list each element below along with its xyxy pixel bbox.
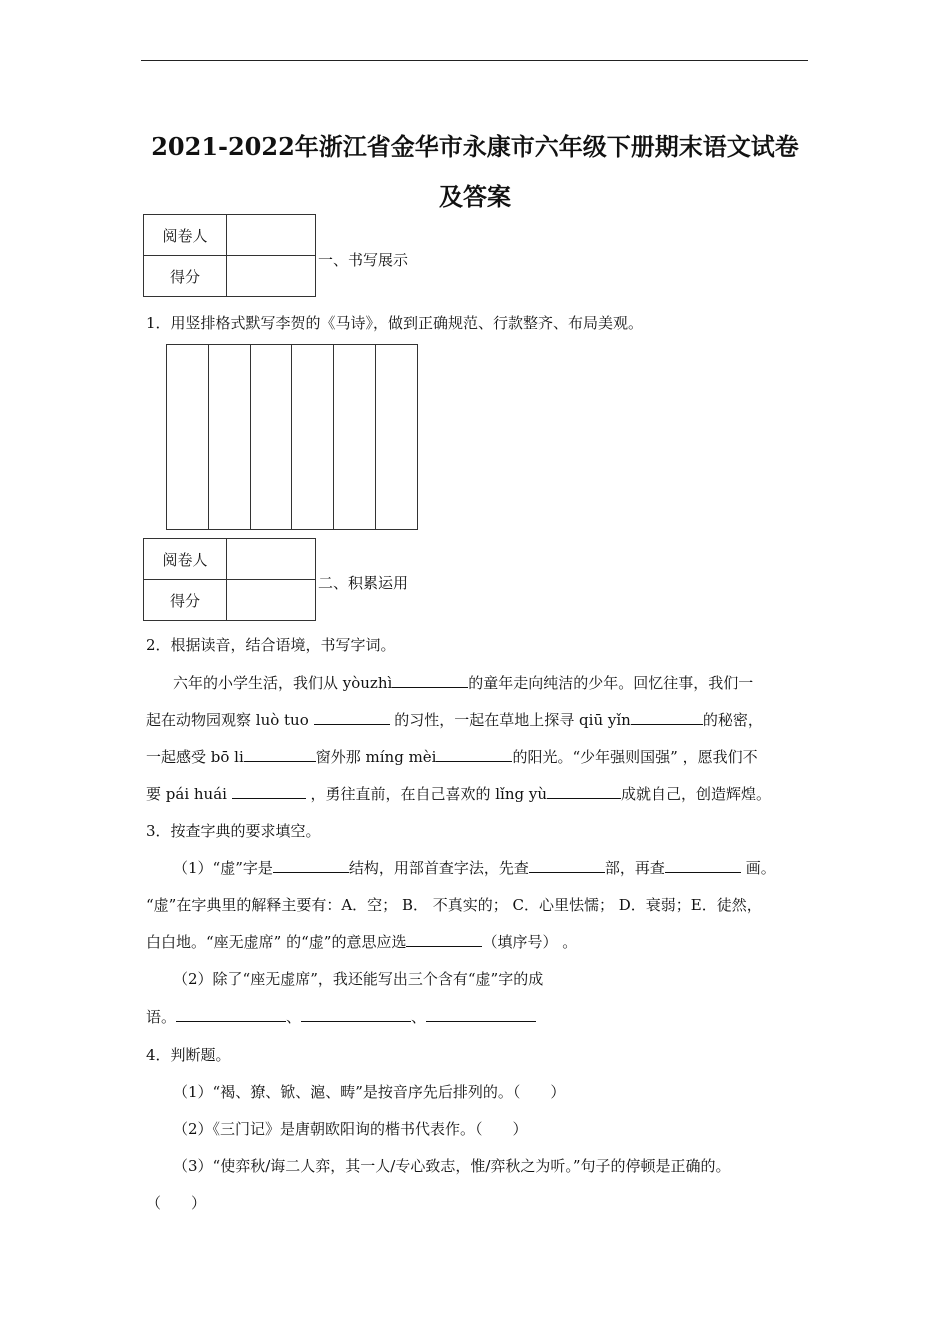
score-cell[interactable] [227, 256, 316, 297]
question-3-part-2: （2）除了“座无虚席”，我还能写出三个含有“虚”字的成 [173, 970, 544, 988]
answer-blank[interactable] [314, 710, 390, 725]
text: 成就自己，创造辉煌。 [621, 785, 772, 803]
text: （1）“虚”字是 [173, 859, 273, 877]
question-2-line-1 [173, 672, 753, 693]
answer-blank[interactable] [426, 1007, 536, 1022]
score-box-1 [143, 214, 316, 297]
text: 的秘密， [702, 711, 763, 729]
reviewer-cell[interactable] [227, 539, 316, 580]
text: 白白地。“座无虚席” 的“虚”的意思应选 [146, 933, 407, 951]
text: 结构，用部首查字法，先查 [348, 859, 529, 877]
question-4-item-1: （1）“褐、獠、锨、滬、畴”是按音序先后排列的。（ ） [173, 1083, 566, 1101]
score-label: 得分 [144, 580, 227, 621]
text: ，勇往直前，在自己喜欢的 lǐng yù [305, 785, 548, 803]
question-3-definitions: “虚”在字典里的解释主要有：A．空； B． 不真实的； C．心里怯懦； D．衰弱；E．徒然， [146, 896, 762, 914]
page-title: 2021-2022年浙江省金华市永康市六年级下册期末语文试卷 [151, 132, 799, 161]
text: 的习性，一起在草地上探寻 qiū yǐn [389, 711, 631, 729]
text: 画。 [740, 859, 776, 877]
answer-blank[interactable] [665, 858, 741, 873]
header-rule [141, 60, 808, 61]
text: 要 pái huái [146, 785, 232, 803]
grid-column[interactable] [209, 345, 251, 529]
text: 、 [411, 1008, 427, 1026]
text: 、 [286, 1008, 302, 1026]
reviewer-label: 阅卷人 [144, 215, 227, 256]
section-2-heading: 二、积累运用 [318, 574, 409, 592]
section-1-heading: 一、书写展示 [318, 251, 409, 269]
answer-blank[interactable] [547, 784, 621, 799]
answer-blank[interactable] [232, 784, 306, 799]
reviewer-label: 阅卷人 [144, 539, 227, 580]
answer-blank[interactable] [392, 673, 468, 688]
answer-blank[interactable] [406, 932, 482, 947]
grid-column[interactable] [376, 345, 417, 529]
question-4-item-2: （2）《三门记》是唐朝欧阳询的楷书代表作。（ ） [173, 1120, 528, 1138]
question-3-idioms [146, 1006, 536, 1027]
question-3-choice [146, 931, 577, 952]
answer-blank[interactable] [436, 747, 512, 762]
text: 起在动物园观察 luò tuo [146, 711, 314, 729]
text: 六年的小学生活，我们从 yòuzhì [173, 674, 393, 692]
answer-blank[interactable] [273, 858, 349, 873]
grid-column[interactable] [167, 345, 209, 529]
vertical-writing-grid[interactable] [166, 344, 418, 530]
answer-blank[interactable] [176, 1007, 286, 1022]
answer-blank[interactable] [529, 858, 605, 873]
page-title-line2: 及答案 [439, 182, 511, 211]
score-cell[interactable] [227, 580, 316, 621]
question-3-part-1 [173, 857, 776, 878]
text: 部，再查 [604, 859, 665, 877]
text: 语。 [146, 1008, 177, 1026]
text: 窗外那 míng mèi [315, 748, 437, 766]
question-1: 1．用竖排格式默写李贺的《马诗》，做到正确规范、行款整齐、布局美观。 [146, 314, 644, 332]
grid-column[interactable] [251, 345, 293, 529]
question-2-line-2 [146, 709, 763, 730]
text: 的童年走向纯洁的少年。回忆往事，我们一 [468, 674, 754, 692]
answer-blank[interactable] [631, 710, 703, 725]
question-4-item-3-answer[interactable]: （ ） [146, 1194, 207, 1212]
question-3-stem: 3．按查字典的要求填空。 [146, 822, 321, 840]
text: 一起感受 bō li [146, 748, 244, 766]
question-4-stem: 4．判断题。 [146, 1046, 231, 1064]
answer-blank[interactable] [301, 1007, 411, 1022]
question-2-line-4 [146, 783, 771, 804]
answer-blank[interactable] [244, 747, 316, 762]
question-2-stem: 2．根据读音，结合语境，书写字词。 [146, 636, 396, 654]
grid-column[interactable] [292, 345, 334, 529]
reviewer-cell[interactable] [227, 215, 316, 256]
grid-column[interactable] [334, 345, 376, 529]
question-2-line-3 [146, 746, 758, 767]
text: 的阳光。“少年强则国强” ，愿我们不 [512, 748, 758, 766]
question-4-item-3: （3）“使弈秋/诲二人弈，其一人/专心致志，惟/弈秋之为听。”句子的停顿是正确的。 [173, 1157, 731, 1175]
score-label: 得分 [144, 256, 227, 297]
text: （填序号） 。 [482, 933, 578, 951]
score-box-2 [143, 538, 316, 621]
